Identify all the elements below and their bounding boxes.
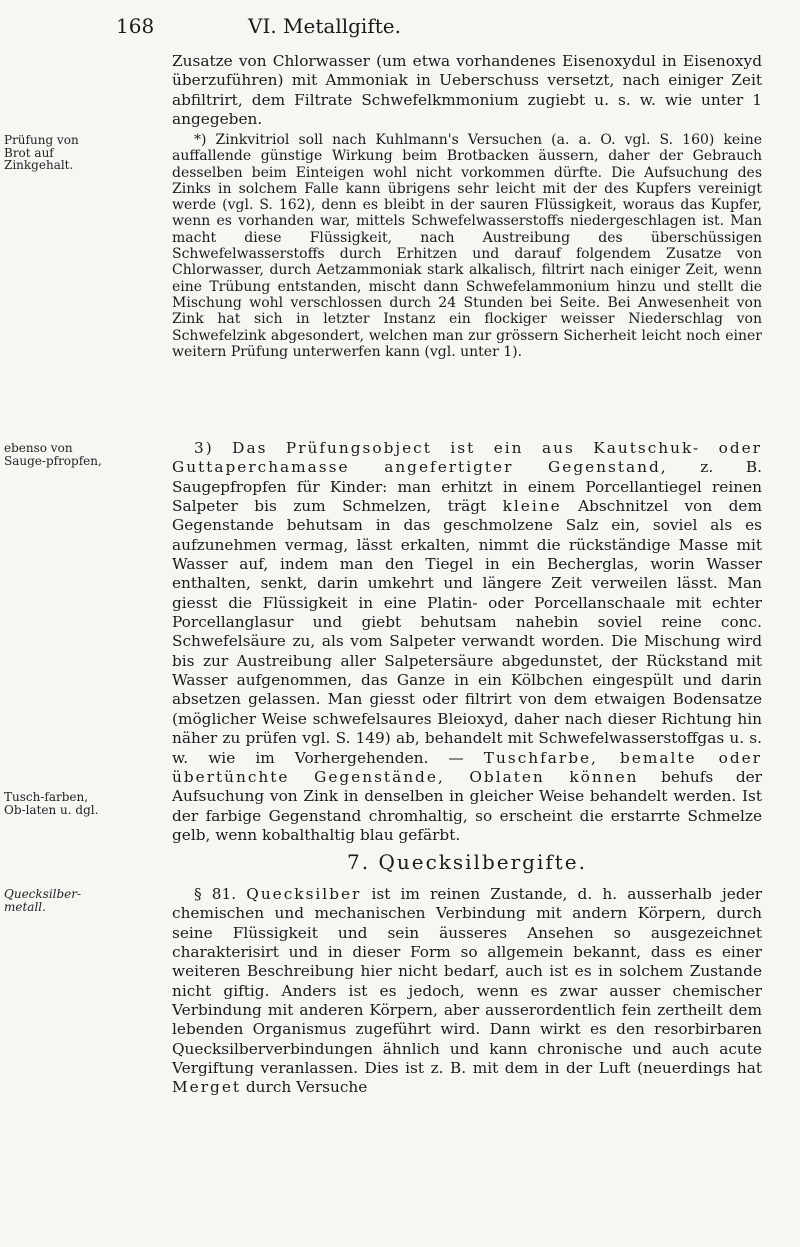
- section-7-body: ist im reinen Zustande, d. h. ausserhalb jeder chemischen und mechanischen Verbindung mit andern Körpern, durch seine Flüssigkeit und sein äusseres Ansehen so ausgezeichnet charakterisirt und in dieser Form so allgemein bekannt, dass es einer weiteren Beschreibung hier nicht bedarf, auch ist es in solchem Zustande nicht giftig. Anders ist es jedoch, wenn es zwar ausser chemischer Verbindung mit anderen Körpern, aber ausserordentlich fein zertheilt dem lebenden Organismus zugeführt wird. Dann wirkt es den resorbirbaren Quecksilberverbindungen ähnlich und kann chronische und auch acute Vergiftung veranlassen. Dies ist z. B. mit dem in der Luft (neuerdings hat: [172, 885, 763, 1078]
- section-3-paragraph: [172, 439, 762, 845]
- intro-text: Zusatze von Chlorwasser (um etwa vorhandenes Eisenoxydul in Eisenoxyd überzuführen) mit Ammoniak in Ueberschuss versetzt, nach einiger Zeit abfiltrirt, dem Filtrate Schwefelkmmonium zugiebt u. s. w. wie unter 1 angegeben.: [172, 52, 762, 129]
- margin-note-mercury: Quecksilber-metall.: [4, 887, 82, 914]
- section-3-body-2: Abschnitzel von dem Gegenstande behutsam in das geschmolzene Salz ein, soviel als es aufzunehmen vermag, lässt erkalten, nimmt die rückständige Masse mit Wasser auf, indem man den Tiegel in ein Becherglas, worin Wasser enthalten, senkt, darin umkehrt und längere Zeit verweilen lässt. Man giesst die Flüssigkeit in eine Platin- oder Porcellanschaale mit echter Porcellanglasur und giebt behutsam nahebin soviel reine conc. Schwefelsäure zu, als vom Salpeter verwandt worden. Die Mischung wird bis zur Austreibung aller Salpetersäure abgedunstet, der Rückstand mit Wasser aufgenommen, das Ganze in ein Kölbchen eingespült und darin absetzen gelassen. Man giesst oder filtrirt von dem etwaigen Bodensatze (möglicher Weise schwefelsaures Bleioxyd, daher nach dieser Richtung hin näher zu prüfen vgl. S. 149) ab, behandelt mit Schwefelwasserstoffgas u. s. w. wie im Vorhergehenden. —: [172, 497, 762, 767]
- emphasis-kleine: kleine: [502, 497, 562, 516]
- footnote-text: *) Zinkvitriol soll nach Kuhlmann's Versuchen (a. a. O. vgl. S. 160) keine auffallende günstige Wirkung beim Brotbacken äussern, daher der Gebrauch desselben beim Einteigen wohl nicht vorkommen dürfte. Die Aufsuchung des Zinks in solchem Falle kann übrigens sehr leicht mit der des Kupfers vereinigt werde (vgl. S. 162), denn es bleibt in der sauren Flüssigkeit, woraus das Kupfer, wenn es vorhanden war, mittels Schwefelwasserstoffs niedergeschlagen ist. Man macht diese Flüssigkeit, nach Austreibung des überschüssigen Schwefelwasserstoffs durch Erhitzen und darauf folgendem Zusatze von Chlorwasser, durch Aetzammoniak stark alkalisch, filtrirt nach einiger Zeit, wenn eine Trübung entstanden, mischt dann Schwefelammonium hinzu und stellt die Mischung wohl verschlossen durch 24 Stunden bei Seite. Bei Anwesenheit von Zink hat sich in letzter Instanz ein flockiger weisser Niederschlag von Schwefelzink abgesondert, welchen man zur grössern Sicherheit leicht noch einer weitern Prüfung unterwerfen kann (vgl. unter 1).: [172, 132, 762, 360]
- margin-note-rubber: ebenso von Sauge-pfropfen,: [4, 441, 102, 468]
- chapter-title: VI. Metallgifte.: [248, 14, 401, 38]
- intro-paragraph: [172, 52, 762, 129]
- section-7-end: durch Versuche: [241, 1078, 368, 1097]
- section-3-body: z. B. Saugepfropfen für Kinder: man erhitzt in einem Porcellantiegel reinen Salpeter bis zum Schmelzen, trägt: [172, 458, 762, 516]
- running-head: [116, 14, 716, 44]
- section-3-body-3: behufs der Aufsuchung von Zink in denselben in gleicher Weise behandelt werden. Ist der farbige Gegenstand chromhaltig, so erscheint die erstarrte Schmelze gelb, wenn kobalthaltig blau gefärbt.: [172, 767, 762, 844]
- margin-note-watercolor: Tusch-farben, Ob-laten u. dgl.: [4, 790, 99, 817]
- tuschfarbe-lead: Tuschfarbe, bemalte oder übertünchte Gegenstände, Oblaten können: [172, 748, 762, 786]
- margin-note-bread: Prüfung von Brot auf Zinkgehalt.: [4, 133, 79, 172]
- author-merget: Merget: [172, 1078, 242, 1097]
- footnote: [172, 132, 762, 360]
- keyword-quecksilber: Quecksilber: [246, 885, 362, 903]
- page-number: 168: [116, 14, 155, 38]
- paragraph-number: § 81.: [194, 885, 247, 903]
- section-heading: 7. Quecksilbergifte.: [347, 850, 587, 874]
- section-3-lead: 3) Das Prüfungsobject ist ein aus Kautschuk- oder Guttaperchamasse angefertigter Gegenstand,: [172, 439, 762, 477]
- section-7-paragraph: [172, 885, 762, 1098]
